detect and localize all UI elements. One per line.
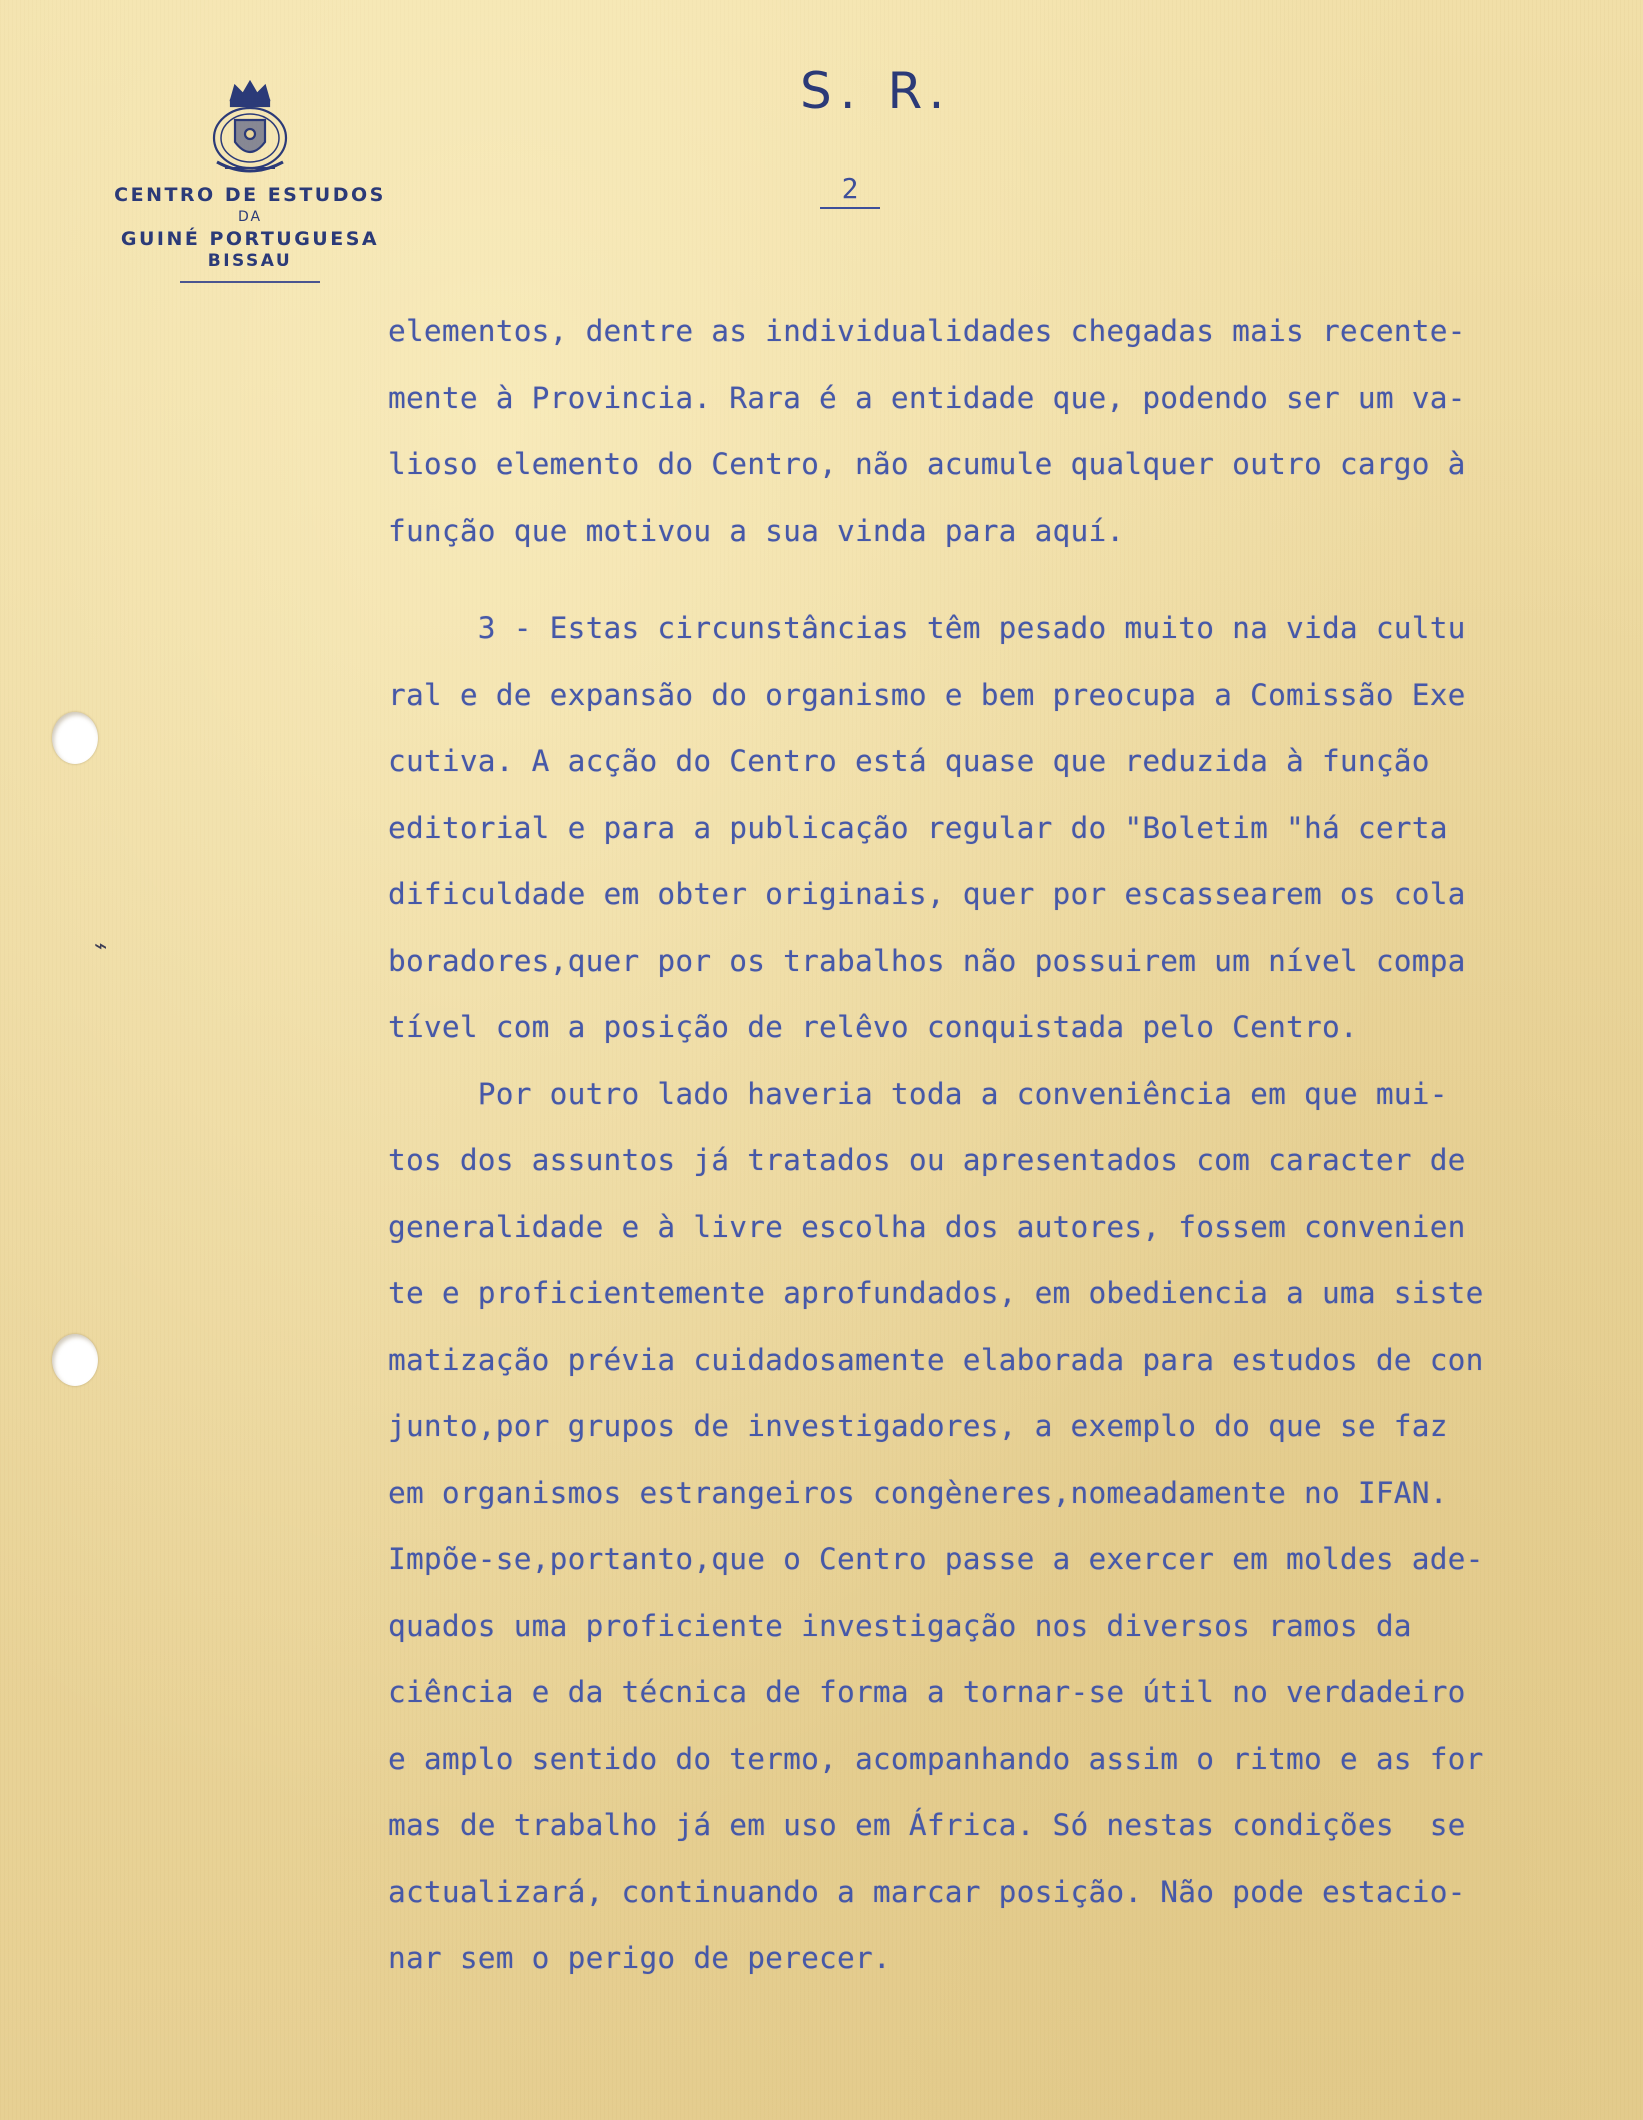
text-line: 3 - Estas circunstâncias têm pesado muito na vida cultu bbox=[388, 611, 1466, 645]
text-line: ral e de expansão do organismo e bem preocupa a Comissão Exe bbox=[388, 677, 1466, 712]
text-line: e amplo sentido do termo, acompanhando assim o ritmo e as for bbox=[388, 1741, 1484, 1776]
text-line: lioso elemento do Centro, não acumule qualquer outro cargo à bbox=[388, 447, 1466, 481]
text-line: elementos, dentre as individualidades chegadas mais recente- bbox=[388, 314, 1466, 348]
text-line: cutiva. A acção do Centro está quase que reduzida à função bbox=[388, 744, 1430, 778]
letterhead-preposition: DA bbox=[237, 209, 263, 225]
text-line: tos dos assuntos já tratados ou apresentados com caracter de bbox=[388, 1143, 1466, 1177]
letterhead bbox=[80, 70, 420, 283]
text-line: nar sem o perigo de perecer. bbox=[388, 1941, 891, 1975]
page-number: 2 bbox=[820, 172, 880, 209]
text-line: te e proficientemente aprofundados, em obediencia a uma siste bbox=[388, 1276, 1484, 1310]
letterhead-org-name: CENTRO DE ESTUDOS bbox=[114, 184, 386, 206]
blank-line bbox=[388, 564, 1618, 595]
text-line: mas de trabalho já em uso em África. Só nestas condições se bbox=[388, 1808, 1466, 1842]
text-line: generalidade e à livre escolha dos autores, fossem convenien bbox=[388, 1209, 1466, 1244]
margin-mark: ⌁ bbox=[94, 934, 108, 959]
letterhead-region: GUINÉ PORTUGUESA bbox=[120, 228, 380, 250]
text-line: em organismos estrangeiros congèneres,nomeadamente no IFAN. bbox=[388, 1475, 1448, 1510]
text-line: dificuldade em obter originais, quer por escassearem os cola bbox=[388, 877, 1466, 911]
typewritten-body bbox=[388, 298, 1618, 1992]
text-line: mente à Provincia. Rara é a entidade que, podendo ser um va- bbox=[388, 380, 1466, 415]
letterhead-city: BISSAU bbox=[207, 251, 293, 271]
text-line: quados uma proficiente investigação nos diversos ramos da bbox=[388, 1608, 1412, 1643]
text-line: função que motivou a sua vinda para aquí. bbox=[388, 513, 1125, 548]
text-line: boradores,quer por os trabalhos não possuirem um nível compa bbox=[388, 943, 1466, 978]
letterhead-rule bbox=[180, 281, 320, 283]
punch-hole-top bbox=[52, 712, 98, 764]
text-line: Por outro lado haveria toda a conveniência em que mui- bbox=[388, 1076, 1448, 1111]
text-line: Impõe-se,portanto,que o Centro passe a exercer em moldes ade- bbox=[388, 1542, 1484, 1576]
text-line: matização prévia cuidadosamente elaborada para estudos de con bbox=[388, 1342, 1484, 1377]
text-line: tível com a posição de relêvo conquistada pelo Centro. bbox=[388, 1010, 1358, 1044]
text-line: editorial e para a publicação regular do "Boletim "há certa bbox=[388, 810, 1448, 845]
text-line: actualizará, continuando a marcar posição. Não pode estacio- bbox=[388, 1874, 1466, 1909]
punch-hole-bottom bbox=[52, 1334, 98, 1386]
text-line: ciência e da técnica de forma a tornar-se útil no verdadeiro bbox=[388, 1675, 1466, 1709]
coat-of-arms-icon bbox=[195, 70, 305, 180]
header-mark: S. R. bbox=[800, 62, 953, 120]
text-line: junto,por grupos de investigadores, a exemplo do que se faz bbox=[388, 1409, 1448, 1443]
